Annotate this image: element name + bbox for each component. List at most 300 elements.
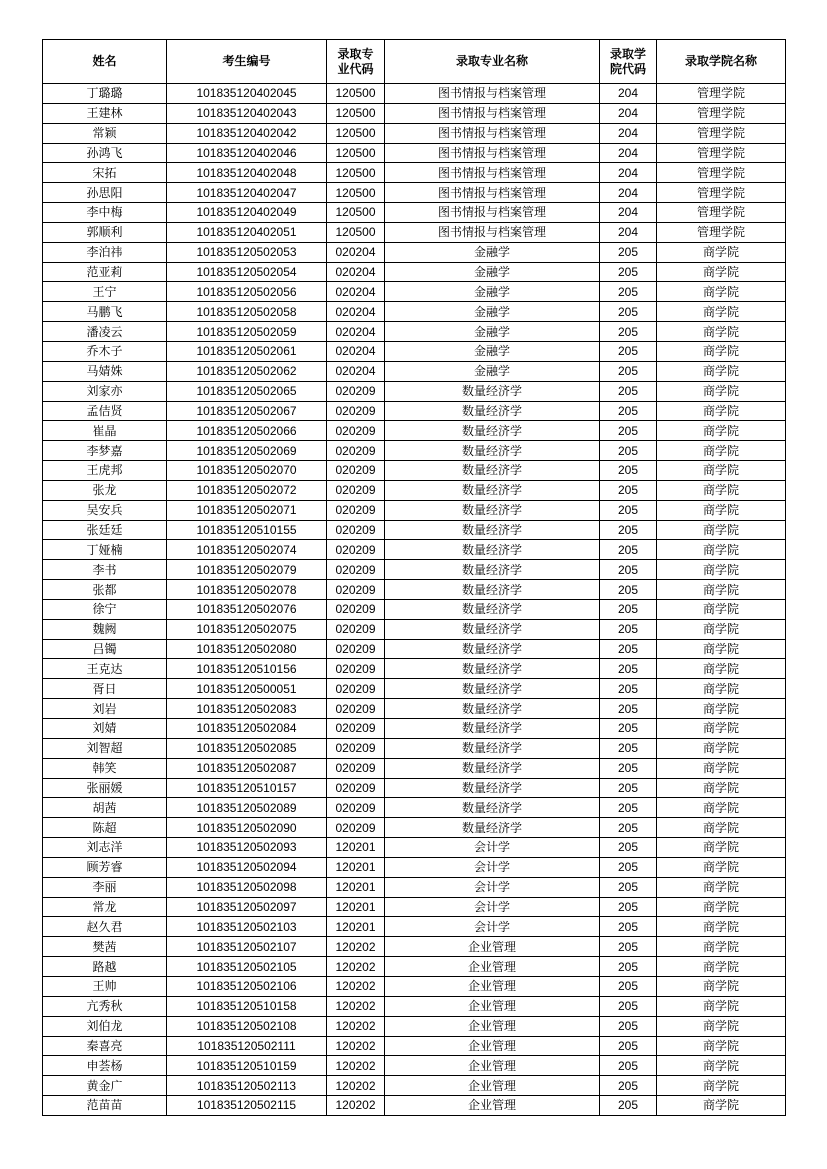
cell-major-code: 020209 <box>327 619 385 639</box>
cell-name: 马婧姝 <box>43 361 167 381</box>
cell-college-name: 商学院 <box>657 461 786 481</box>
table-row <box>43 560 786 580</box>
cell-college-code: 205 <box>600 1076 657 1096</box>
cell-college-name: 商学院 <box>657 917 786 937</box>
cell-college-name: 商学院 <box>657 580 786 600</box>
cell-exam-number: 101835120502085 <box>167 738 327 758</box>
cell-name: 顾芳睿 <box>43 857 167 877</box>
cell-name: 张廷廷 <box>43 520 167 540</box>
cell-exam-number: 101835120502103 <box>167 917 327 937</box>
cell-major-code: 120201 <box>327 838 385 858</box>
cell-college-name: 商学院 <box>657 1036 786 1056</box>
cell-name: 孙鸿飞 <box>43 143 167 163</box>
cell-college-code: 204 <box>600 103 657 123</box>
cell-college-code: 205 <box>600 857 657 877</box>
table-row <box>43 1096 786 1116</box>
cell-major-code: 020204 <box>327 242 385 262</box>
cell-college-code: 204 <box>600 183 657 203</box>
cell-college-name: 商学院 <box>657 897 786 917</box>
cell-college-name: 管理学院 <box>657 222 786 242</box>
cell-major-code: 020209 <box>327 659 385 679</box>
cell-exam-number: 101835120502093 <box>167 838 327 858</box>
table-row <box>43 937 786 957</box>
cell-major-code: 120500 <box>327 163 385 183</box>
cell-major-code: 020209 <box>327 461 385 481</box>
cell-college-code: 205 <box>600 1096 657 1116</box>
cell-exam-number: 101835120402048 <box>167 163 327 183</box>
cell-name: 李丽 <box>43 877 167 897</box>
cell-exam-number: 101835120502072 <box>167 480 327 500</box>
cell-name: 韩笑 <box>43 758 167 778</box>
cell-major-code: 020204 <box>327 282 385 302</box>
cell-college-name: 商学院 <box>657 421 786 441</box>
cell-major-code: 020209 <box>327 441 385 461</box>
cell-major-code: 020209 <box>327 500 385 520</box>
cell-college-name: 管理学院 <box>657 143 786 163</box>
cell-major-code: 020209 <box>327 758 385 778</box>
cell-exam-number: 101835120502084 <box>167 719 327 739</box>
cell-college-name: 商学院 <box>657 798 786 818</box>
cell-major-name: 会计学 <box>385 917 600 937</box>
cell-name: 潘凌云 <box>43 322 167 342</box>
cell-major-name: 数量经济学 <box>385 798 600 818</box>
cell-major-code: 020209 <box>327 738 385 758</box>
cell-college-code: 205 <box>600 381 657 401</box>
cell-college-name: 商学院 <box>657 976 786 996</box>
cell-major-name: 会计学 <box>385 838 600 858</box>
cell-name: 宋拓 <box>43 163 167 183</box>
cell-college-code: 205 <box>600 619 657 639</box>
cell-exam-number: 101835120502065 <box>167 381 327 401</box>
cell-college-code: 205 <box>600 639 657 659</box>
cell-exam-number: 101835120502053 <box>167 242 327 262</box>
cell-college-code: 205 <box>600 580 657 600</box>
cell-name: 刘婧 <box>43 719 167 739</box>
cell-exam-number: 101835120502059 <box>167 322 327 342</box>
cell-name: 孟佶贤 <box>43 401 167 421</box>
cell-college-code: 205 <box>600 957 657 977</box>
cell-name: 刘志洋 <box>43 838 167 858</box>
cell-college-name: 管理学院 <box>657 103 786 123</box>
cell-major-code: 020209 <box>327 818 385 838</box>
cell-major-name: 企业管理 <box>385 1056 600 1076</box>
cell-major-name: 企业管理 <box>385 1096 600 1116</box>
cell-major-code: 120500 <box>327 183 385 203</box>
cell-college-name: 商学院 <box>657 361 786 381</box>
cell-major-code: 020209 <box>327 401 385 421</box>
table-row <box>43 957 786 977</box>
cell-college-name: 商学院 <box>657 996 786 1016</box>
cell-major-name: 数量经济学 <box>385 679 600 699</box>
table-row <box>43 341 786 361</box>
cell-college-name: 商学院 <box>657 719 786 739</box>
cell-exam-number: 101835120502108 <box>167 1016 327 1036</box>
cell-college-name: 商学院 <box>657 1016 786 1036</box>
cell-college-name: 商学院 <box>657 857 786 877</box>
table-row <box>43 222 786 242</box>
cell-exam-number: 101835120502089 <box>167 798 327 818</box>
table-row <box>43 361 786 381</box>
cell-college-code: 204 <box>600 203 657 223</box>
cell-exam-number: 101835120502083 <box>167 699 327 719</box>
cell-major-code: 120202 <box>327 976 385 996</box>
cell-name: 秦喜亮 <box>43 1036 167 1056</box>
table-row <box>43 163 786 183</box>
cell-exam-number: 101835120502076 <box>167 599 327 619</box>
cell-name: 黄金广 <box>43 1076 167 1096</box>
cell-college-name: 商学院 <box>657 838 786 858</box>
cell-name: 路越 <box>43 957 167 977</box>
cell-major-name: 图书情报与档案管理 <box>385 203 600 223</box>
cell-exam-number: 101835120502094 <box>167 857 327 877</box>
cell-college-name: 商学院 <box>657 937 786 957</box>
cell-college-name: 商学院 <box>657 1076 786 1096</box>
cell-college-name: 商学院 <box>657 818 786 838</box>
cell-exam-number: 101835120502070 <box>167 461 327 481</box>
cell-major-name: 图书情报与档案管理 <box>385 84 600 104</box>
cell-exam-number: 101835120510158 <box>167 996 327 1016</box>
cell-name: 丁娅楠 <box>43 540 167 560</box>
cell-exam-number: 101835120502090 <box>167 818 327 838</box>
cell-college-name: 商学院 <box>657 322 786 342</box>
cell-major-name: 金融学 <box>385 242 600 262</box>
cell-name: 马鹏飞 <box>43 302 167 322</box>
cell-major-code: 020204 <box>327 302 385 322</box>
cell-college-code: 205 <box>600 877 657 897</box>
cell-college-code: 205 <box>600 401 657 421</box>
cell-name: 郭顺利 <box>43 222 167 242</box>
cell-exam-number: 101835120502087 <box>167 758 327 778</box>
table-row <box>43 619 786 639</box>
table-row <box>43 183 786 203</box>
cell-college-code: 205 <box>600 540 657 560</box>
cell-college-code: 205 <box>600 838 657 858</box>
cell-major-code: 120500 <box>327 222 385 242</box>
cell-major-code: 120201 <box>327 877 385 897</box>
cell-name: 李中梅 <box>43 203 167 223</box>
cell-major-name: 企业管理 <box>385 1076 600 1096</box>
cell-exam-number: 101835120502078 <box>167 580 327 600</box>
cell-exam-number: 101835120502079 <box>167 560 327 580</box>
table-row <box>43 143 786 163</box>
cell-major-code: 120202 <box>327 937 385 957</box>
cell-name: 李泊祎 <box>43 242 167 262</box>
cell-exam-number: 101835120502067 <box>167 401 327 421</box>
cell-exam-number: 101835120502075 <box>167 619 327 639</box>
cell-major-code: 020204 <box>327 341 385 361</box>
table-row <box>43 738 786 758</box>
cell-major-code: 020204 <box>327 322 385 342</box>
table-row <box>43 976 786 996</box>
table-row <box>43 1076 786 1096</box>
cell-exam-number: 101835120502097 <box>167 897 327 917</box>
cell-major-name: 图书情报与档案管理 <box>385 143 600 163</box>
cell-major-code: 020209 <box>327 421 385 441</box>
cell-major-name: 数量经济学 <box>385 778 600 798</box>
table-row <box>43 381 786 401</box>
cell-college-code: 204 <box>600 163 657 183</box>
cell-college-name: 商学院 <box>657 520 786 540</box>
cell-exam-number: 101835120502107 <box>167 937 327 957</box>
cell-college-name: 管理学院 <box>657 163 786 183</box>
cell-college-name: 商学院 <box>657 441 786 461</box>
cell-college-code: 205 <box>600 441 657 461</box>
cell-exam-number: 101835120502056 <box>167 282 327 302</box>
cell-major-name: 会计学 <box>385 897 600 917</box>
cell-major-code: 020209 <box>327 580 385 600</box>
header-major-name: 录取专业名称 <box>385 40 600 84</box>
cell-exam-number: 101835120502066 <box>167 421 327 441</box>
cell-major-name: 数量经济学 <box>385 381 600 401</box>
cell-college-name: 商学院 <box>657 758 786 778</box>
cell-college-code: 205 <box>600 242 657 262</box>
cell-exam-number: 101835120510155 <box>167 520 327 540</box>
cell-major-code: 020204 <box>327 262 385 282</box>
table-row <box>43 580 786 600</box>
cell-exam-number: 101835120402042 <box>167 123 327 143</box>
cell-major-name: 数量经济学 <box>385 421 600 441</box>
cell-exam-number: 101835120502061 <box>167 341 327 361</box>
table-row <box>43 639 786 659</box>
cell-college-code: 205 <box>600 917 657 937</box>
table-row <box>43 699 786 719</box>
cell-college-code: 205 <box>600 996 657 1016</box>
cell-name: 常龙 <box>43 897 167 917</box>
cell-major-code: 120500 <box>327 103 385 123</box>
cell-exam-number: 101835120502111 <box>167 1036 327 1056</box>
table-row <box>43 719 786 739</box>
table-row <box>43 500 786 520</box>
cell-name: 常颖 <box>43 123 167 143</box>
table-row <box>43 401 786 421</box>
cell-college-code: 205 <box>600 1016 657 1036</box>
cell-name: 王帅 <box>43 976 167 996</box>
cell-major-code: 120202 <box>327 957 385 977</box>
cell-major-name: 图书情报与档案管理 <box>385 103 600 123</box>
cell-major-name: 数量经济学 <box>385 659 600 679</box>
table-row <box>43 480 786 500</box>
cell-major-name: 企业管理 <box>385 976 600 996</box>
cell-college-code: 205 <box>600 818 657 838</box>
table-row <box>43 282 786 302</box>
cell-college-code: 205 <box>600 719 657 739</box>
cell-college-name: 商学院 <box>657 242 786 262</box>
cell-college-name: 商学院 <box>657 302 786 322</box>
cell-major-code: 020209 <box>327 520 385 540</box>
cell-college-name: 商学院 <box>657 1056 786 1076</box>
cell-major-code: 020209 <box>327 480 385 500</box>
cell-major-code: 120202 <box>327 996 385 1016</box>
cell-major-code: 020209 <box>327 699 385 719</box>
table-row <box>43 242 786 262</box>
cell-major-name: 数量经济学 <box>385 719 600 739</box>
cell-major-name: 数量经济学 <box>385 441 600 461</box>
cell-name: 崔晶 <box>43 421 167 441</box>
table-row <box>43 897 786 917</box>
cell-major-name: 金融学 <box>385 302 600 322</box>
cell-college-name: 商学院 <box>657 639 786 659</box>
cell-major-name: 数量经济学 <box>385 599 600 619</box>
cell-college-name: 商学院 <box>657 401 786 421</box>
cell-major-code: 020209 <box>327 560 385 580</box>
cell-college-name: 商学院 <box>657 341 786 361</box>
cell-major-code: 120202 <box>327 1036 385 1056</box>
cell-name: 刘家亦 <box>43 381 167 401</box>
cell-college-code: 205 <box>600 361 657 381</box>
cell-name: 乔木子 <box>43 341 167 361</box>
cell-college-code: 205 <box>600 282 657 302</box>
cell-major-code: 120202 <box>327 1016 385 1036</box>
cell-college-name: 商学院 <box>657 679 786 699</box>
cell-major-name: 数量经济学 <box>385 461 600 481</box>
cell-major-name: 金融学 <box>385 361 600 381</box>
cell-college-code: 205 <box>600 560 657 580</box>
table-row <box>43 461 786 481</box>
table-row <box>43 520 786 540</box>
cell-major-name: 会计学 <box>385 877 600 897</box>
cell-college-name: 管理学院 <box>657 84 786 104</box>
table-row <box>43 262 786 282</box>
table-row <box>43 917 786 937</box>
cell-exam-number: 101835120502105 <box>167 957 327 977</box>
admission-table <box>42 39 786 1116</box>
cell-major-name: 数量经济学 <box>385 699 600 719</box>
cell-exam-number: 101835120502054 <box>167 262 327 282</box>
table-row <box>43 599 786 619</box>
cell-major-code: 020209 <box>327 679 385 699</box>
cell-college-name: 商学院 <box>657 560 786 580</box>
table-row <box>43 1016 786 1036</box>
cell-college-name: 商学院 <box>657 540 786 560</box>
cell-college-name: 商学院 <box>657 480 786 500</box>
cell-college-name: 商学院 <box>657 282 786 302</box>
cell-exam-number: 101835120402051 <box>167 222 327 242</box>
cell-college-code: 205 <box>600 341 657 361</box>
cell-name: 徐宁 <box>43 599 167 619</box>
cell-major-name: 会计学 <box>385 857 600 877</box>
cell-major-code: 120500 <box>327 84 385 104</box>
cell-college-name: 商学院 <box>657 262 786 282</box>
table-row <box>43 659 786 679</box>
cell-major-code: 120201 <box>327 897 385 917</box>
cell-major-code: 020209 <box>327 599 385 619</box>
cell-name: 魏阙 <box>43 619 167 639</box>
cell-major-name: 数量经济学 <box>385 520 600 540</box>
cell-name: 王建林 <box>43 103 167 123</box>
cell-major-name: 图书情报与档案管理 <box>385 123 600 143</box>
cell-exam-number: 101835120402047 <box>167 183 327 203</box>
cell-college-code: 205 <box>600 500 657 520</box>
cell-college-name: 商学院 <box>657 778 786 798</box>
cell-major-code: 020204 <box>327 361 385 381</box>
cell-college-name: 管理学院 <box>657 203 786 223</box>
cell-exam-number: 101835120502113 <box>167 1076 327 1096</box>
cell-college-code: 204 <box>600 222 657 242</box>
table-row <box>43 1056 786 1076</box>
cell-name: 王宁 <box>43 282 167 302</box>
cell-college-code: 205 <box>600 758 657 778</box>
cell-college-name: 商学院 <box>657 877 786 897</box>
table-row <box>43 679 786 699</box>
cell-college-code: 205 <box>600 659 657 679</box>
table-row <box>43 798 786 818</box>
cell-major-code: 020209 <box>327 540 385 560</box>
cell-college-name: 商学院 <box>657 1096 786 1116</box>
cell-college-code: 205 <box>600 302 657 322</box>
cell-name: 李书 <box>43 560 167 580</box>
cell-major-code: 120500 <box>327 203 385 223</box>
cell-college-code: 205 <box>600 897 657 917</box>
table-row <box>43 996 786 1016</box>
cell-major-code: 020209 <box>327 719 385 739</box>
cell-major-name: 金融学 <box>385 262 600 282</box>
table-row <box>43 441 786 461</box>
table-row <box>43 540 786 560</box>
cell-college-name: 管理学院 <box>657 183 786 203</box>
header-college-name: 录取学院名称 <box>657 40 786 84</box>
header-college-code: 录取学院代码 <box>600 40 657 84</box>
cell-exam-number: 101835120502080 <box>167 639 327 659</box>
table-row <box>43 758 786 778</box>
cell-major-name: 数量经济学 <box>385 619 600 639</box>
cell-college-name: 商学院 <box>657 381 786 401</box>
cell-name: 王克达 <box>43 659 167 679</box>
cell-name: 亢秀秋 <box>43 996 167 1016</box>
cell-college-code: 205 <box>600 937 657 957</box>
cell-exam-number: 101835120402046 <box>167 143 327 163</box>
table-row <box>43 778 786 798</box>
cell-major-name: 数量经济学 <box>385 560 600 580</box>
cell-major-name: 金融学 <box>385 282 600 302</box>
cell-college-code: 205 <box>600 1056 657 1076</box>
cell-major-code: 120201 <box>327 857 385 877</box>
cell-exam-number: 101835120502098 <box>167 877 327 897</box>
cell-major-code: 120201 <box>327 917 385 937</box>
cell-college-code: 205 <box>600 679 657 699</box>
cell-major-name: 数量经济学 <box>385 818 600 838</box>
cell-major-name: 图书情报与档案管理 <box>385 183 600 203</box>
cell-name: 李梦嘉 <box>43 441 167 461</box>
cell-exam-number: 101835120502058 <box>167 302 327 322</box>
cell-name: 张丽媛 <box>43 778 167 798</box>
cell-college-code: 205 <box>600 461 657 481</box>
cell-major-code: 120202 <box>327 1056 385 1076</box>
cell-major-name: 数量经济学 <box>385 480 600 500</box>
cell-exam-number: 101835120510156 <box>167 659 327 679</box>
cell-major-name: 金融学 <box>385 322 600 342</box>
cell-college-code: 205 <box>600 322 657 342</box>
cell-major-code: 020209 <box>327 778 385 798</box>
cell-exam-number: 101835120402045 <box>167 84 327 104</box>
cell-major-code: 120500 <box>327 123 385 143</box>
table-row <box>43 322 786 342</box>
cell-name: 王虎邦 <box>43 461 167 481</box>
cell-major-name: 企业管理 <box>385 1036 600 1056</box>
cell-college-code: 205 <box>600 738 657 758</box>
cell-college-code: 204 <box>600 84 657 104</box>
cell-name: 吕镯 <box>43 639 167 659</box>
table-row <box>43 1036 786 1056</box>
cell-college-code: 205 <box>600 480 657 500</box>
cell-college-code: 205 <box>600 1036 657 1056</box>
table-row <box>43 818 786 838</box>
cell-college-code: 204 <box>600 143 657 163</box>
cell-exam-number: 101835120502074 <box>167 540 327 560</box>
cell-name: 刘智超 <box>43 738 167 758</box>
cell-major-name: 数量经济学 <box>385 540 600 560</box>
table-row <box>43 123 786 143</box>
table-row <box>43 877 786 897</box>
